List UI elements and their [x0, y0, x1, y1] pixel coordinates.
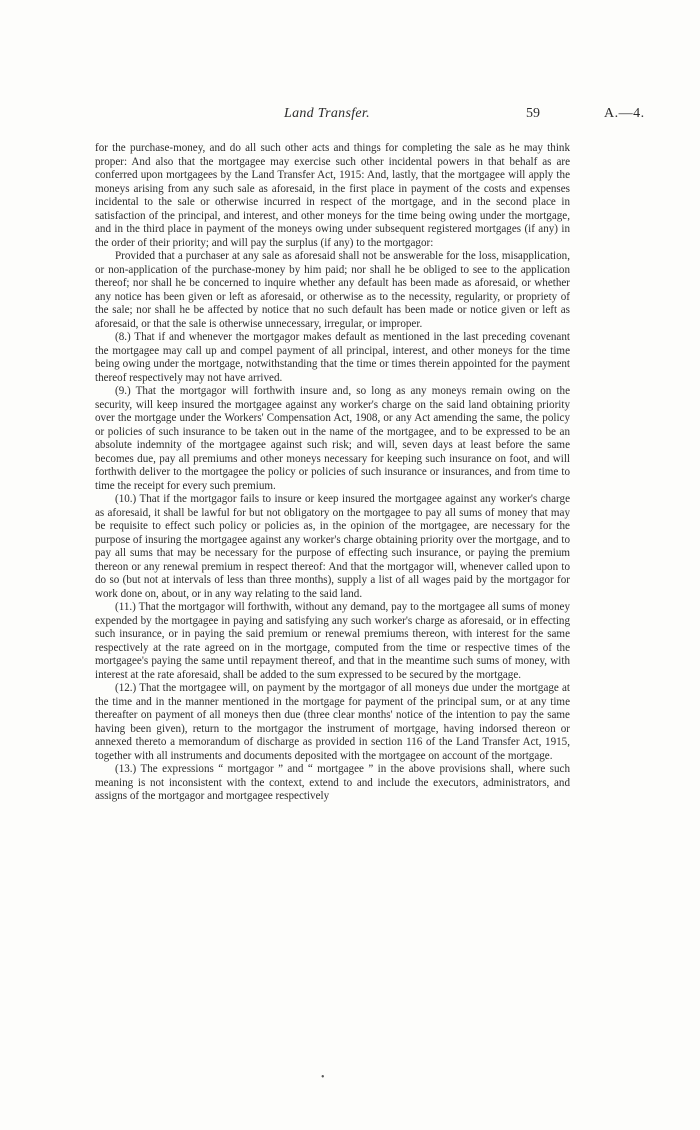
clause-13: (13.) The expressions “ mortgagor ” and “ mortgagee ” in the above provisions shall, where such meaning is not inconsistent with the context, extend to and include the executors, administrators, and assigns of the mortgagor and mortgagee respectively: [95, 763, 570, 802]
clause-12: (12.) That the mortgagee will, on payment by the mortgagor of all moneys due under the mortgage at the time and in the manner mentioned in the mortgage for payment of the principal sum, or at any time thereafter on payment of all moneys then due (three clear months' notice of the intention to pay the same having been given), return to the mortgagor the instrument of mortgage, having indorsed thereon or annexed thereto a memorandum of discharge as provided in section 116 of the Land Transfer Act, 1915, together with all instruments and documents deposited with the mortgagee on account of the mortgage.: [95, 682, 570, 762]
paragraph-continuation: for the purchase-money, and do all such other acts and things for completing the sale as he may think proper: And also that the mortgagee may exercise such other incidental powers in that behalf as are conferred upon mortgagees by the Land Transfer Act, 1915: And, lastly, that the mortgagee will apply the moneys arising from any such sale as aforesaid, in the first place in payment of the costs and expenses incidental to the sale or otherwise incurred in respect of the mortgage, and in the second place in satisfaction of the principal, and interest, and other moneys for the time being owing under the mortgage, and in the third place in payment of the moneys owing under subsequent registered mortgages (if any) in the order of their priority; and will pay the surplus (if any) to the mortgagor:: [95, 142, 570, 249]
paragraph-proviso: Provided that a purchaser at any sale as aforesaid shall not be answerable for the loss, misapplication, or non-application of the purchase-money by him paid; nor shall he be obliged to see to the application thereof; nor shall he be concerned to inquire whether any default has been made as aforesaid, or whether any notice has been given or left as aforesaid, or otherwise as to the necessity, regularity, or propriety of the sale; nor shall he be affected by notice that no such default has been made or notice given or left as aforesaid, or that the sale is otherwise unnecessary, irregular, or improper.: [95, 250, 570, 330]
running-title: Land Transfer.: [284, 106, 370, 121]
clause-8: (8.) That if and whenever the mortgagor makes default as mentioned in the last preceding covenant the mortgagee may call up and compel payment of all principal, interest, and other moneys for the time being owing under the mortgage, notwithstanding that the time or times therein appointed for the payment thereof respectively may not have arrived.: [95, 331, 570, 384]
clause-9: (9.) That the mortgagor will forthwith insure and, so long as any moneys remain owing on the security, will keep insured the mortgagee against any worker's charge on the said land obtaining priority over the mortgage under the Workers' Compensation Act, 1908, or any Act amending the same, the policy or policies of such insurance to be taken out in the name of the mortgagee, and to be expressed to be an absolute indemnity of the mortgagee against such risk; and will, seven days at least before the same becomes due, pay all premiums and other moneys necessary for keeping such insurance on foot, and will forthwith deliver to the mortgagee the policy or policies of such insurance or insurances, and from time to time the receipt for every such premium.: [95, 385, 570, 492]
page-number: 59: [526, 106, 540, 121]
series-code: A.—4.: [604, 106, 645, 121]
document-body: [95, 142, 570, 804]
clause-11: (11.) That the mortgagor will forthwith, without any demand, pay to the mortgagee all sums of money expended by the mortgagee in paying and satisfying any such worker's charge as aforesaid, or in effecting such insurance, or in paying the said premium or renewal premiums thereon, with interest for the same respectively at the rate agreed on in the mortgage, computed from the time or respective times of the mortgagee's paying the same until repayment thereof, and that in the meantime such sums of money, with interest at the rate aforesaid, shall be added to the sum expressed to be secured by the mortgage.: [95, 601, 570, 681]
footer-mark: •: [321, 1072, 325, 1083]
page-header: [0, 106, 700, 126]
clause-10: (10.) That if the mortgagor fails to insure or keep insured the mortgagee against any worker's charge as aforesaid, it shall be lawful for but not obligatory on the mortgagee to pay all sums of money that may be requisite to effect such policy or policies as, in the opinion of the mortgagee, are necessary for the purpose of insuring the mortgagee against any worker's charge obtaining priority over the mortgage, and to pay all sums that may be necessary for the purpose of effecting such insurance, or paying the premium thereon or any renewal premium in respect thereof: And that the mortgagor will, whenever called upon to do so (but not at intervals of less than three months), supply a list of all wages paid by the mortgagor for work done on, about, or in any way relating to the said land.: [95, 493, 570, 600]
